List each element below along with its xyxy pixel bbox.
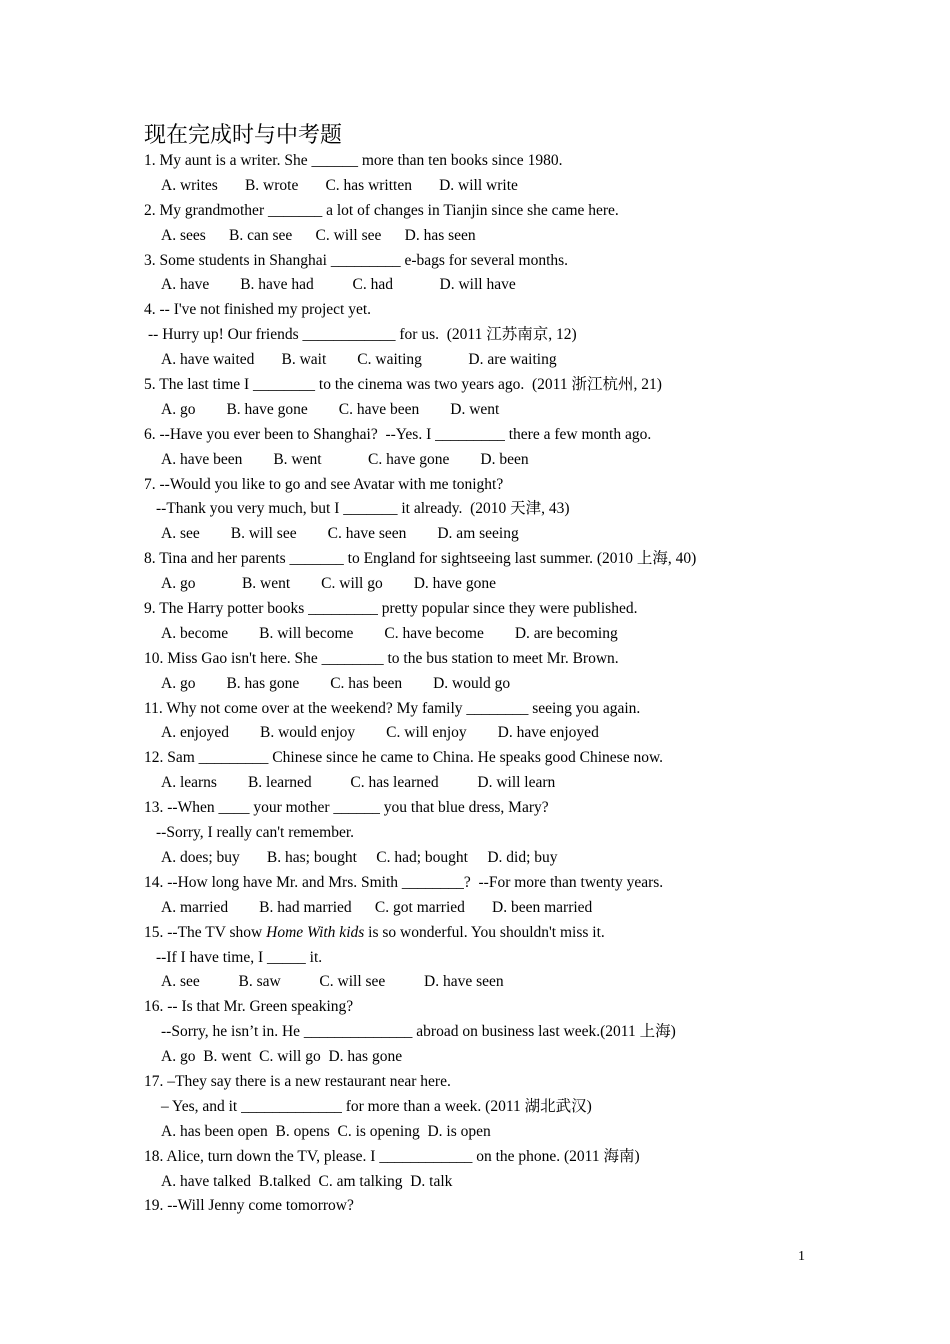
question-18-prompt: 18. Alice, turn down the TV, please. I ____________ on the phone. (2011 海南)	[144, 1147, 640, 1165]
question-14-prompt: 14. --How long have Mr. and Mrs. Smith ________? --For more than twenty years.	[144, 873, 664, 891]
question-3-options: A. have B. have had C. had D. will have	[161, 276, 516, 294]
question-6-options: A. have been B. went C. have gone D. been	[161, 450, 529, 468]
question-4-continuation: -- Hurry up! Our friends ____________ for us. (2011 江苏南京, 12)	[148, 326, 577, 344]
question-5-prompt: 5. The last time I ________ to the cinema was two years ago. (2011 浙江杭州, 21)	[144, 376, 662, 394]
question-13-prompt: 13. --When ____ your mother ______ you that blue dress, Mary?	[144, 799, 549, 817]
page-number: 1	[798, 1249, 805, 1264]
question-2-prompt: 2. My grandmother _______ a lot of changes in Tianjin since she came here.	[144, 201, 619, 219]
question-15-prompt	[144, 921, 844, 946]
question-11-options: A. enjoyed B. would enjoy C. will enjoy D. have enjoyed	[161, 724, 599, 742]
question-8-options: A. go B. went C. will go D. have gone	[161, 575, 496, 593]
question-5-options: A. go B. have gone C. have been D. went	[161, 400, 500, 418]
question-13-options: A. does; buy B. has; bought C. had; bought D. did; buy	[161, 848, 558, 866]
question-16-options: A. go B. went C. will go D. has gone	[161, 1048, 403, 1066]
question-4-prompt: 4. -- I've not finished my project yet.	[144, 301, 372, 319]
question-19-prompt: 19. --Will Jenny come tomorrow?	[144, 1197, 354, 1215]
question-15-options: A. see B. saw C. will see D. have seen	[161, 973, 504, 991]
question-18-options: A. have talked B.talked C. am talking D. talk	[161, 1172, 453, 1190]
question-1-prompt: 1. My aunt is a writer. She ______ more than ten books since 1980.	[144, 152, 563, 169]
question-list	[144, 149, 844, 1219]
question-15-prompt-after: is so wonderful. You shouldn't miss it.	[364, 923, 605, 941]
question-11-prompt: 11. Why not come over at the weekend? My family ________ seeing you again.	[144, 699, 641, 717]
question-15-continuation: --If I have time, I _____ it.	[156, 948, 323, 966]
question-13-continuation: --Sorry, I really can't remember.	[156, 824, 355, 842]
question-1-options: A. writes B. wrote C. has written D. will write	[161, 176, 518, 194]
question-16-prompt: 16. -- Is that Mr. Green speaking?	[144, 998, 354, 1016]
question-8-prompt: 8. Tina and her parents _______ to England for sightseeing last summer. (2010 上海, 40)	[144, 550, 697, 568]
question-17-continuation: – Yes, and it _____________ for more than a week. (2011 湖北武汉)	[161, 1097, 592, 1115]
question-17-prompt: 17. –They say there is a new restaurant near here.	[144, 1072, 451, 1090]
question-4-options: A. have waited B. wait C. waiting D. are waiting	[161, 351, 557, 369]
question-15-prompt-before: 15. --The TV show	[144, 923, 267, 941]
question-10-options: A. go B. has gone C. has been D. would go	[161, 674, 511, 692]
question-12-prompt: 12. Sam _________ Chinese since he came to China. He speaks good Chinese now.	[144, 749, 664, 767]
question-16-continuation: --Sorry, he isn’t in. He ______________ abroad on business last week.(2011 上海)	[161, 1023, 676, 1041]
question-10-prompt: 10. Miss Gao isn't here. She ________ to the bus station to meet Mr. Brown.	[144, 649, 619, 667]
question-12-options: A. learns B. learned C. has learned D. will learn	[161, 774, 556, 792]
show-title: Home With kids	[266, 923, 365, 941]
question-9-prompt: 9. The Harry potter books _________ pretty popular since they were published.	[144, 600, 638, 618]
question-9-options: A. become B. will become C. have become D. are becoming	[161, 624, 618, 642]
question-6-prompt: 6. --Have you ever been to Shanghai? --Yes. I _________ there a few month ago.	[144, 425, 652, 443]
question-7-continuation: --Thank you very much, but I _______ it already. (2010 天津, 43)	[156, 500, 570, 518]
question-2-options: A. sees B. can see C. will see D. has seen	[161, 226, 476, 244]
question-7-prompt: 7. --Would you like to go and see Avatar with me tonight?	[144, 475, 504, 493]
question-3-prompt: 3. Some students in Shanghai _________ e-bags for several months.	[144, 251, 569, 269]
question-14-options: A. married B. had married C. got married D. been married	[161, 898, 593, 916]
question-17-options: A. has been open B. opens C. is opening D. is open	[161, 1122, 491, 1140]
question-7-options: A. see B. will see C. have seen D. am seeing	[161, 525, 519, 543]
page-title: 现在完成时与中考题	[144, 122, 343, 147]
